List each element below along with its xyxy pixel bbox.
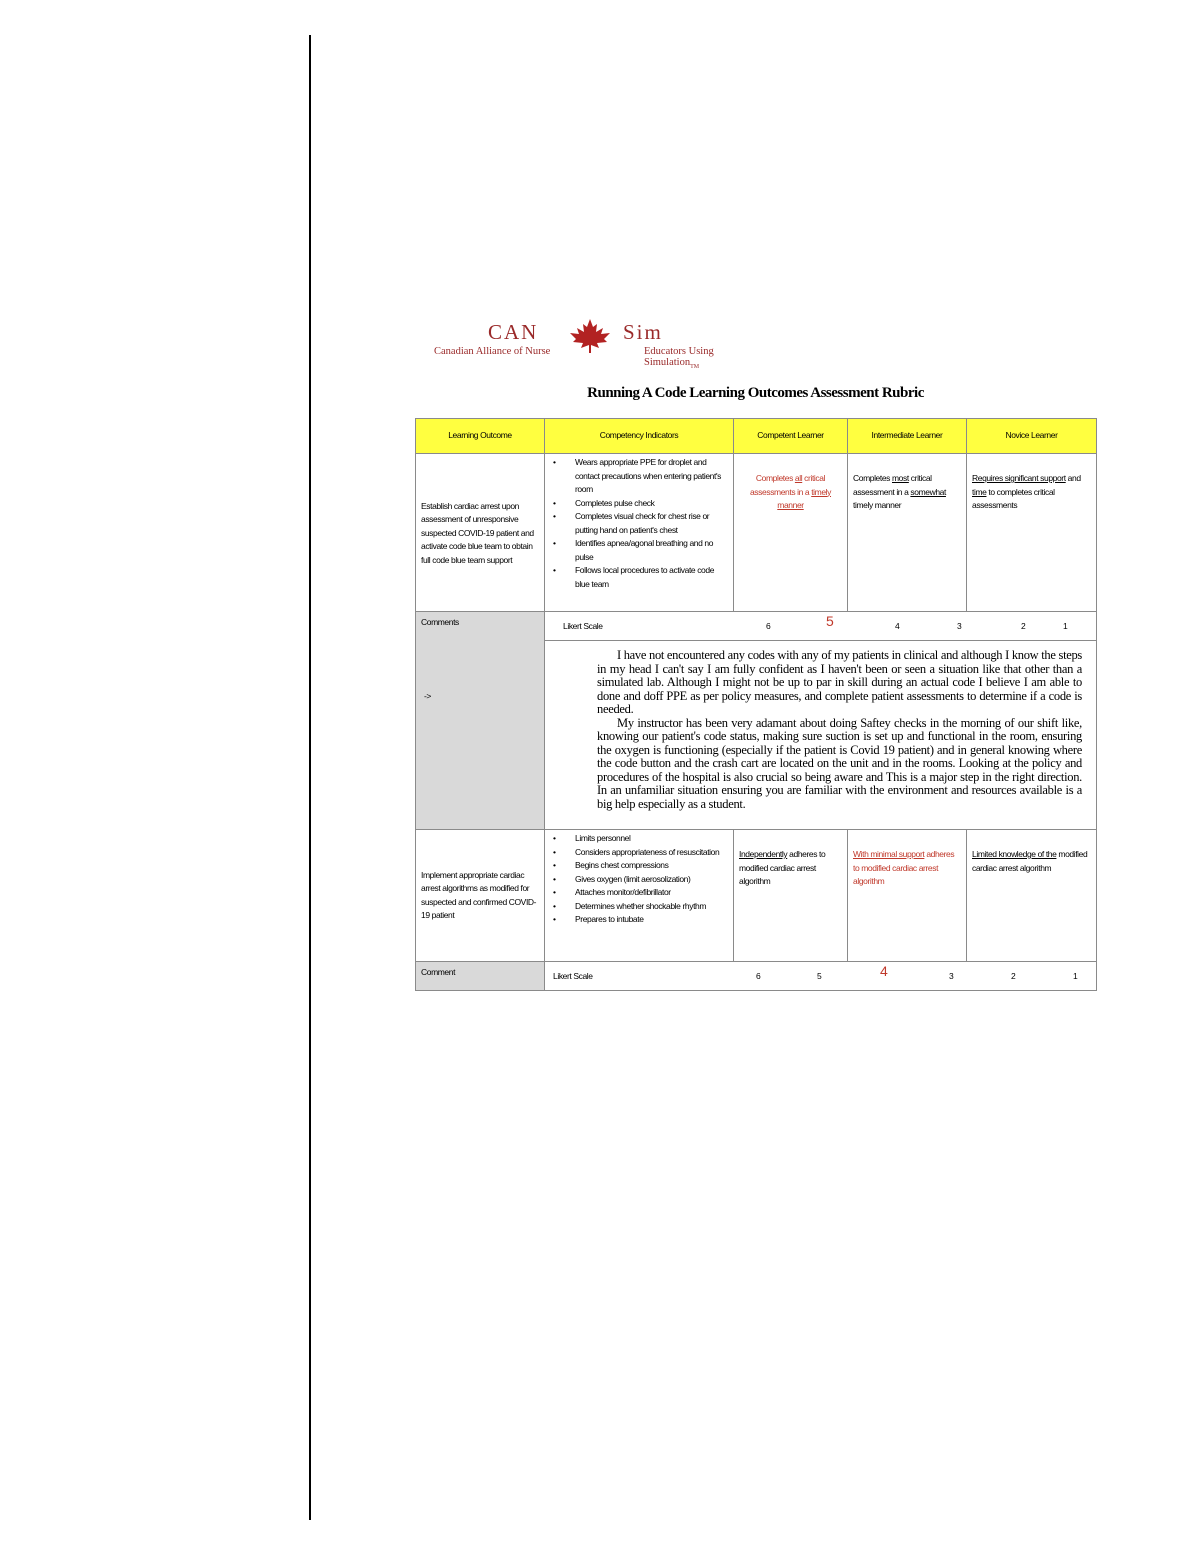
comment-paragraph-2: My instructor has been very adamant about doing Saftey checks in the morning of our shift like, knowing our patient's code status, making sure suction is set up and functional in the room, ensuring the oxygen is functioning (especially if the patient is Covid 19 patient) and in general knowing where the code button and the crash cart are located on the unit and in the rooms. Looking at the policy and procedures of the hospital is also crucial so being aware and This is a major step in the right direction. In an unfamiliar situation ensuring you are familiar with the environment and resources available is a big help especially as a student.	[597, 715, 1082, 811]
competency-indicators-2	[545, 830, 734, 962]
indicator-item: • Identifies apnea/agonal breathing and no pulse	[575, 537, 728, 564]
indicator-item: • Completes pulse check	[575, 497, 728, 511]
likert-scale-1	[545, 612, 1097, 641]
likert-option: 6	[756, 971, 761, 981]
indicator-item: • Limits personnel	[575, 832, 728, 846]
likert-option: 5	[817, 971, 822, 981]
student-comment[interactable]	[545, 641, 1097, 830]
page-margin-line	[309, 35, 311, 1520]
outcome-row-2	[416, 830, 1097, 962]
likert-option: 4	[895, 621, 900, 631]
comments-cell-1	[416, 612, 545, 830]
likert-label: Likert Scale	[563, 621, 603, 631]
cansim-logo	[430, 318, 770, 371]
likert-option: 1	[1073, 971, 1078, 981]
likert-label: Likert Scale	[553, 971, 593, 981]
indicator-item: • Prepares to intubate	[575, 913, 728, 927]
competent-descriptor-1: Completes all critical assessments in a timely manner	[734, 454, 848, 612]
indicator-item: • Wears appropriate PPE for droplet and contact precautions when entering patient's room	[575, 456, 728, 497]
indicator-item: • Considers appropriateness of resuscitation	[575, 846, 728, 860]
likert-row-2	[416, 962, 1097, 991]
likert-option: 2	[1021, 621, 1026, 631]
learning-outcome-1: Establish cardiac arrest upon assessment of unresponsive suspected COVID-19 patient and activate code blue team to obtain full code blue team support	[416, 454, 545, 612]
likert-row-1	[416, 612, 1097, 641]
likert-option: 2	[1011, 971, 1016, 981]
header-learning-outcome: Learning Outcome	[416, 419, 545, 454]
comment-label: Comment	[421, 967, 456, 977]
header-intermediate-learner: Intermediate Learner	[848, 419, 967, 454]
learning-outcome-2: Implement appropriate cardiac arrest algorithms as modified for suspected and confirmed COVID-19 patient	[416, 830, 545, 962]
logo-can-text: CAN	[488, 320, 539, 344]
indicator-item: • Completes visual check for chest rise or putting hand on patient's chest	[575, 510, 728, 537]
competency-indicators-1	[545, 454, 734, 612]
rubric-title: Running A Code Learning Outcomes Assessment Rubric	[587, 385, 924, 401]
likert-option: 3	[949, 971, 954, 981]
likert-scale-2	[545, 962, 1097, 991]
likert-option-selected: 5	[826, 613, 834, 629]
novice-descriptor-2: Limited knowledge of the modified cardiac arrest algorithm	[967, 830, 1097, 962]
intermediate-descriptor-1: Completes most critical assessment in a somewhat timely manner	[848, 454, 967, 612]
likert-option: 6	[766, 621, 771, 631]
header-competency-indicators: Competency Indicators	[545, 419, 734, 454]
novice-descriptor-1: Requires significant support and time to completes critical assessments	[967, 454, 1097, 612]
logo-subtitle-right: Educators Using Simulation$_{TM}$	[644, 346, 714, 371]
indicator-item: • Attaches monitor/defibrillator	[575, 886, 728, 900]
outcome-row-1	[416, 454, 1097, 612]
logo-subtitle-left: Canadian Alliance of Nurse	[434, 346, 551, 357]
indicator-item: • Gives oxygen (limit aerosolization)	[575, 873, 728, 887]
likert-option: 3	[957, 621, 962, 631]
header-row	[416, 419, 1097, 454]
likert-option: 1	[1063, 621, 1068, 631]
likert-option-selected: 4	[880, 963, 888, 979]
logo-sim-text: Sim	[623, 320, 663, 344]
comment-paragraph-1: I have not encountered any codes with any of my patients in clinical and although I know the steps in my head I can't say I am fully confident as I haven't been or seen a situation like that other than a simulated lab. Although I might not be up to par in skill during an actual code I believe I am able to done and doff PPE as per policy measures, and complete patient assessments to determine if a code is needed.	[597, 648, 1082, 716]
competent-descriptor-2: Independently adheres to modified cardiac arrest algorithm	[734, 830, 848, 962]
comments-label: Comments	[421, 617, 459, 627]
header-novice-learner: Novice Learner	[967, 419, 1097, 454]
rubric-table	[415, 418, 1097, 991]
header-competent-learner: Competent Learner	[734, 419, 848, 454]
maple-leaf-icon	[566, 318, 614, 354]
intermediate-descriptor-2: With minimal support adheres to modified cardiac arrest algorithm	[848, 830, 967, 962]
indicator-item: • Begins chest compressions	[575, 859, 728, 873]
indicator-item: • Follows local procedures to activate code blue team	[575, 564, 728, 591]
comment-cell-2	[416, 962, 545, 991]
indicator-item: • Determines whether shockable rhythm	[575, 900, 728, 914]
arrow-marker: ->	[424, 691, 431, 701]
